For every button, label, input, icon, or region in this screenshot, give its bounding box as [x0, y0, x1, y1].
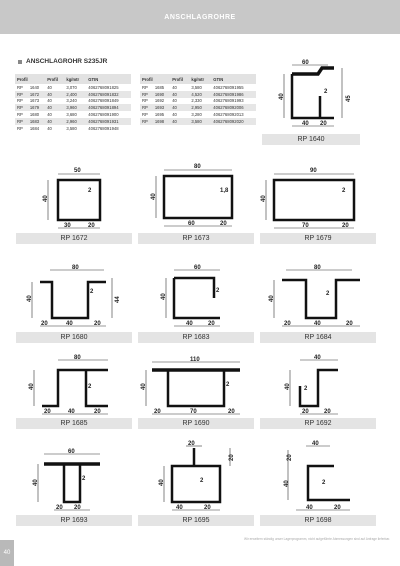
table-row	[15, 111, 131, 118]
table-row	[140, 91, 256, 98]
caption-rp-1683: RP 1683	[138, 332, 254, 343]
col-header-kgmtr: kg/mtr	[64, 74, 86, 84]
profile-drawing-1679	[262, 164, 362, 232]
dim-thickness: 2	[200, 478, 204, 484]
cell-kgmtr: 3,240	[66, 98, 77, 104]
dim-height: 40	[269, 295, 275, 302]
dim-width: 50	[74, 168, 81, 174]
table-header-row	[15, 74, 131, 84]
table-row	[140, 111, 256, 118]
cell-prefix: RP	[142, 98, 148, 104]
dim-bottom-2: 40	[314, 321, 321, 327]
dim-height: 40	[279, 93, 285, 100]
cell-gtin: 4062768091900	[88, 112, 119, 118]
dim-height: 40	[161, 293, 167, 300]
dim-width: 20	[188, 441, 195, 447]
cell-prefix: RP	[140, 91, 153, 98]
cell-gtin: 4062768091832	[86, 91, 131, 98]
cell-profil: 1693	[153, 104, 170, 111]
dim-bottom-1: 20	[284, 321, 291, 327]
dim-height-2: 44	[115, 296, 121, 303]
dim-width: 40	[312, 441, 319, 447]
dim-bottom-2: 70	[190, 409, 197, 415]
profile-drawing-1693	[34, 446, 108, 514]
cell-kgmtr: 3,580	[189, 118, 211, 125]
dim-width: 80	[194, 164, 201, 170]
dim-bottom-2: 20	[88, 223, 95, 229]
dim-bottom-2: 20	[320, 121, 327, 127]
cell-profil: 1698	[153, 118, 170, 125]
bullet-square-icon	[18, 60, 22, 64]
profile-drawing-1698	[276, 440, 360, 514]
dim-height-top: 20	[287, 454, 293, 461]
dim-width: 90	[310, 168, 317, 174]
table-row	[15, 98, 131, 105]
page-number: 40	[0, 540, 14, 566]
profile-drawing-1683	[160, 262, 240, 330]
dim-bottom-1: 20	[44, 409, 51, 415]
dim-bottom-1: 40	[186, 321, 193, 327]
cell-prefix: RP	[17, 125, 23, 131]
cell-size: 40	[47, 125, 52, 131]
dim-bottom-3: 20	[346, 321, 353, 327]
dim-height: 40	[29, 383, 35, 390]
table-row	[140, 104, 256, 111]
cell-prefix: RP	[140, 104, 153, 111]
dim-thickness: 2	[342, 188, 346, 194]
cell-prefix: RP	[15, 104, 28, 111]
section-title	[18, 58, 107, 65]
table-header-row	[140, 74, 256, 84]
cell-gtin: 4062768091993	[213, 98, 244, 104]
cell-size: 40	[170, 91, 189, 98]
col-header-profil: Profil	[140, 74, 170, 84]
col-header-gtin: GTIN	[211, 74, 256, 84]
dim-width: 80	[314, 265, 321, 271]
dim-thickness: 2	[82, 476, 86, 482]
dim-thickness: 2	[304, 386, 308, 392]
dim-width: 80	[72, 265, 79, 271]
caption-rp-1679: RP 1679	[260, 233, 376, 244]
caption-rp-1693: RP 1693	[16, 515, 132, 526]
dim-height-2: 45	[346, 95, 352, 102]
cell-gtin: 4062768092020	[211, 118, 256, 125]
cell-prefix: RP	[140, 118, 153, 125]
cell-profil: 1690	[153, 91, 170, 98]
caption-rp-1673: RP 1673	[138, 233, 254, 244]
col-header-gtin: GTIN	[86, 74, 131, 84]
dim-thickness: 2	[88, 188, 92, 194]
dim-height: 40	[159, 479, 165, 486]
cell-profil: 1695	[154, 112, 165, 118]
cell-size: 40	[45, 91, 64, 98]
cell-gtin: 4062768092013	[213, 112, 244, 118]
cell-size: 40	[45, 104, 64, 111]
dim-height: 40	[43, 195, 49, 202]
cell-size: 40	[172, 84, 177, 90]
dim-bottom-1: 30	[64, 223, 71, 229]
dim-thickness: 2	[322, 480, 326, 486]
cell-gtin: 4062768091948	[88, 125, 119, 131]
cell-gtin: 4062768092006	[211, 104, 256, 111]
table-row	[15, 118, 131, 125]
cell-size: 40	[47, 98, 52, 104]
cell-size: 40	[45, 118, 64, 125]
dim-bottom-1: 60	[188, 221, 195, 227]
cell-size: 40	[170, 118, 189, 125]
cell-profil: 1680	[29, 112, 40, 118]
dim-bottom-2: 20	[342, 223, 349, 229]
dim-thickness: 2	[90, 289, 94, 295]
cell-prefix: RP	[15, 118, 28, 125]
caption-rp-1680: RP 1680	[16, 332, 132, 343]
col-header-profil-2: Profil	[45, 74, 64, 84]
dim-bottom-3: 20	[228, 409, 235, 415]
cell-kgmtr: 3,070	[66, 84, 77, 90]
cell-kgmtr: 3,960	[64, 104, 86, 111]
col-header-profil: Profil	[15, 74, 45, 84]
cell-size: 40	[47, 112, 52, 118]
col-header-profil-2: Profil	[170, 74, 189, 84]
profile-drawing-1640	[262, 60, 360, 134]
dim-thickness: 2	[226, 382, 230, 388]
table-row	[140, 84, 256, 91]
dim-bottom-2: 20	[220, 221, 227, 227]
dim-bottom-1: 40	[306, 505, 313, 511]
dim-thickness: 2	[326, 291, 330, 297]
caption-rp-1672: RP 1672	[16, 233, 132, 244]
caption-rp-1690: RP 1690	[138, 418, 254, 429]
dim-thickness: 2	[88, 384, 92, 390]
dim-bottom-3: 20	[94, 321, 101, 327]
dim-width: 60	[194, 265, 201, 271]
table-row	[140, 98, 256, 105]
cell-gtin: 4062768091986	[211, 91, 256, 98]
cell-size: 40	[47, 84, 52, 90]
dim-thickness: 2	[324, 89, 328, 95]
profile-drawing-1680	[26, 262, 120, 330]
cell-kgmtr: 2,950	[189, 104, 211, 111]
dim-bottom-2: 20	[334, 505, 341, 511]
header-title: ANSCHLAGROHRE	[164, 14, 236, 21]
profile-drawing-1695	[158, 440, 242, 514]
cell-profil: 1685	[154, 84, 165, 90]
table-row	[15, 104, 131, 111]
cell-prefix: RP	[17, 112, 23, 118]
header-bar	[0, 0, 400, 34]
dim-bottom-2: 20	[324, 409, 331, 415]
table-row	[15, 84, 131, 91]
cell-gtin: 4062768091931	[86, 118, 131, 125]
dim-bottom-1: 70	[302, 223, 309, 229]
footer-note: Wir erweitern ständig unser Lagerprogramm, nicht aufgeführte Abmessungen sind auf Anfrage lieferbar.	[244, 537, 390, 541]
dim-height-2: 20	[229, 454, 235, 461]
dim-bottom-2: 20	[208, 321, 215, 327]
cell-prefix: RP	[142, 112, 148, 118]
cell-prefix: RP	[17, 98, 23, 104]
profile-drawing-1685	[28, 350, 122, 418]
caption-rp-1698: RP 1698	[260, 515, 376, 526]
cell-gtin: 4062768091894	[86, 104, 131, 111]
profile-drawing-1673	[150, 160, 240, 232]
caption-rp-1695: RP 1695	[138, 515, 254, 526]
cell-prefix: RP	[17, 84, 23, 90]
cell-profil: 1672	[28, 91, 45, 98]
dim-bottom-2: 40	[66, 321, 73, 327]
dim-height: 40	[33, 479, 39, 486]
cell-profil: 1679	[28, 104, 45, 111]
dim-bottom-1: 20	[154, 409, 161, 415]
spec-table-right	[140, 74, 256, 125]
dim-bottom-1: 20	[302, 409, 309, 415]
cell-kgmtr: 4,520	[189, 91, 211, 98]
dim-height: 40	[284, 480, 290, 487]
cell-profil: 1692	[154, 98, 165, 104]
spec-table-left	[15, 74, 131, 132]
dim-bottom-2: 20	[74, 505, 81, 511]
section-title-text: ANSCHLAGROHR S235JR	[26, 58, 108, 65]
cell-kgmtr: 3,280	[191, 112, 202, 118]
cell-kgmtr: 2,330	[191, 98, 202, 104]
dim-height: 40	[261, 195, 267, 202]
cell-profil: 1673	[29, 98, 40, 104]
dim-width: 60	[302, 60, 309, 66]
dim-height: 40	[285, 383, 291, 390]
table-row	[15, 125, 131, 132]
profile-drawing-1692	[284, 350, 348, 418]
dim-bottom-3: 20	[94, 409, 101, 415]
cell-prefix: RP	[15, 91, 28, 98]
table-row	[140, 118, 256, 125]
cell-kgmtr: 3,580	[66, 125, 77, 131]
dim-height: 40	[27, 295, 33, 302]
dim-width: 110	[190, 357, 200, 363]
dim-bottom-1: 20	[56, 505, 63, 511]
col-header-kgmtr: kg/mtr	[189, 74, 211, 84]
cell-kgmtr: 3,680	[66, 112, 77, 118]
dim-bottom-1: 40	[302, 121, 309, 127]
caption-rp-1685: RP 1685	[16, 418, 132, 429]
dim-width: 60	[68, 449, 75, 455]
dim-bottom-1: 40	[176, 505, 183, 511]
cell-prefix: RP	[142, 84, 148, 90]
cell-size: 40	[172, 98, 177, 104]
caption-rp-1640: RP 1640	[262, 134, 360, 145]
cell-gtin: 4062768091825	[88, 84, 119, 90]
cell-profil: 1684	[29, 125, 40, 131]
caption-rp-1692: RP 1692	[260, 418, 376, 429]
dim-width: 40	[314, 355, 321, 361]
dim-height: 40	[151, 193, 157, 200]
dim-thickness: 2	[216, 288, 220, 294]
profile-drawing-1672	[38, 164, 118, 232]
table-row	[15, 91, 131, 98]
profile-drawing-1684	[270, 262, 364, 330]
dim-width: 80	[74, 355, 81, 361]
dim-bottom-1: 20	[41, 321, 48, 327]
profile-drawing-1690	[141, 356, 244, 418]
cell-kgmtr: 2,400	[64, 91, 86, 98]
cell-profil: 1683	[28, 118, 45, 125]
dim-bottom-2: 40	[68, 409, 75, 415]
dim-bottom-2: 20	[204, 505, 211, 511]
cell-gtin: 4062768091849	[88, 98, 119, 104]
dim-thickness: 1,8	[220, 188, 229, 194]
cell-gtin: 4062768091955	[213, 84, 244, 90]
cell-size: 40	[172, 112, 177, 118]
cell-kgmtr: 3,580	[191, 84, 202, 90]
cell-size: 40	[170, 104, 189, 111]
dim-height: 40	[141, 383, 147, 390]
caption-rp-1684: RP 1684	[260, 332, 376, 343]
cell-profil: 1640	[29, 84, 40, 90]
cell-kgmtr: 2,960	[64, 118, 86, 125]
